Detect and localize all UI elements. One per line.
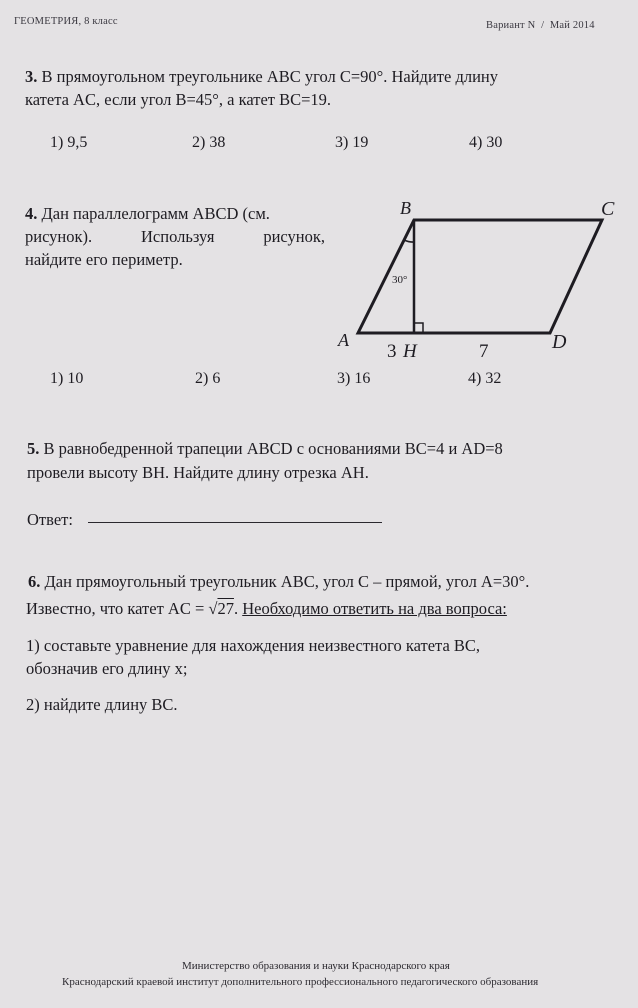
- q6-text-line2-b: .: [233, 599, 243, 618]
- q6-line1: [28, 571, 529, 593]
- q6-item1-line2: обозначив его длину x;: [26, 659, 188, 678]
- q6-text-line1: Дан прямоугольный треугольник ABC, угол C – прямой, угол A=30°.: [44, 572, 530, 591]
- label-h: H: [403, 341, 417, 362]
- q4-number: 4.: [25, 204, 38, 223]
- header-variant-text: Вариант N: [486, 20, 536, 31]
- q6-item1-line1: 1) составьте уравнение для нахождения неизвестного катета BC,: [26, 636, 481, 655]
- q4-line2: [25, 226, 325, 248]
- header-date: Май 2014: [549, 20, 595, 31]
- label-a: A: [338, 330, 349, 350]
- footer-line2: Краснодарский краевой институт дополнительного профессионального педагогического образования: [62, 976, 539, 988]
- label-seg-hd: 7: [479, 341, 489, 362]
- q4-option-3: 3) 16: [337, 370, 371, 387]
- q3-option-2: 2) 38: [192, 134, 226, 151]
- q4-word-3: рисунок,: [263, 227, 325, 246]
- footer-line1: Министерство образования и науки Краснодарского края: [182, 960, 450, 972]
- label-d: D: [552, 331, 567, 353]
- q4-word-2: Используя: [141, 227, 215, 246]
- q6-line2: [26, 598, 507, 620]
- q4-text-line1: Дан параллелограмм ABCD (см.: [41, 204, 270, 223]
- q3-option-3: 3) 19: [335, 134, 369, 151]
- label-b: B: [400, 198, 411, 218]
- q6-item2: 2) найдите длину BC.: [26, 695, 178, 714]
- q4-line1: [25, 203, 270, 225]
- q4-option-2: 2) 6: [195, 370, 221, 387]
- q5-number: 5.: [27, 439, 40, 458]
- q3-number: 3.: [25, 67, 38, 86]
- q6-number: 6.: [28, 572, 41, 591]
- q4-option-4: 4) 32: [468, 370, 502, 387]
- q4-option-1: 1) 10: [50, 370, 84, 387]
- q3-option-4: 4) 30: [469, 134, 503, 151]
- q5-line1: [27, 438, 503, 460]
- q5-answer-line: [88, 522, 382, 523]
- q3-line2: катета AC, если угол B=45°, а катет BC=19.: [25, 90, 332, 109]
- header-subject: ГЕОМЕТРИЯ, 8 класс: [14, 16, 118, 27]
- q5-line2: провели высоту BH. Найдите длину отрезка AH.: [27, 463, 369, 482]
- q3-option-1: 1) 9,5: [50, 134, 88, 151]
- q6-instruction: Необходимо ответить на два вопроса:: [242, 599, 507, 618]
- q4-word-1: рисунок).: [25, 227, 93, 246]
- label-c: C: [601, 198, 615, 220]
- parallelogram-figure: [330, 190, 630, 370]
- label-angle: 30°: [392, 274, 408, 286]
- label-seg-ah: 3: [387, 341, 397, 362]
- angle-arc: [404, 240, 414, 242]
- q6-radicand: 27: [217, 599, 234, 618]
- q3-line1: [25, 66, 498, 88]
- q3-text-line1: В прямоугольном треугольнике ABC угол C=90°. Найдите длину: [41, 67, 498, 86]
- q6-text-line2-a: Известно, что катет AC = √: [26, 599, 218, 618]
- q4-line3: найдите его периметр.: [25, 250, 183, 269]
- q5-answer-label: Ответ:: [27, 510, 73, 529]
- header-variant: Вариант N / Май 2014: [486, 20, 595, 31]
- q5-text-line1: В равнобедренной трапеции ABCD с основаниями BC=4 и AD=8: [43, 439, 503, 458]
